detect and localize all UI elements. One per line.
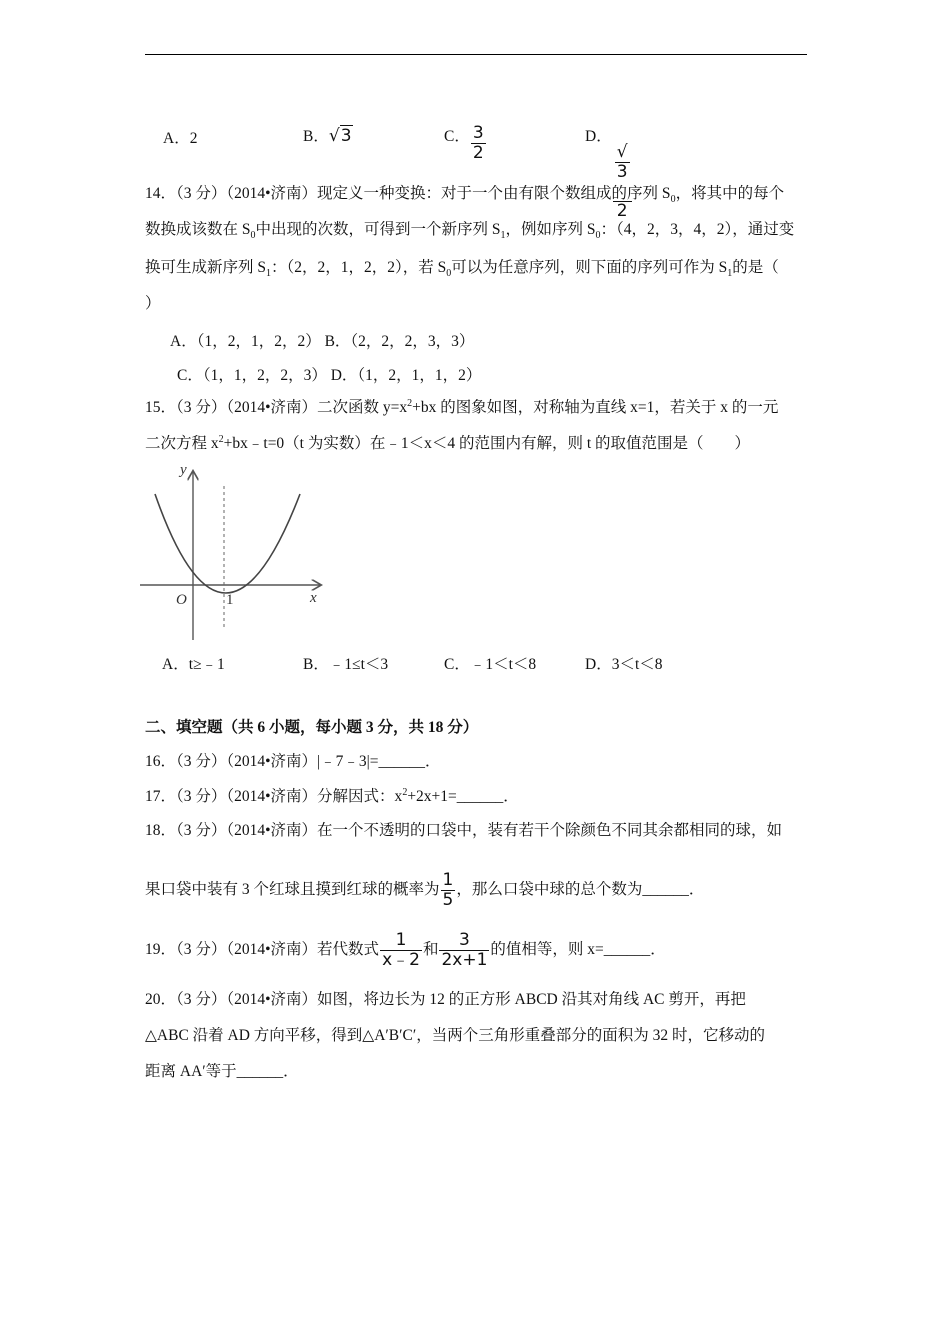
q13-option-a: A．2 (163, 130, 198, 147)
q14-line-2: 数换成该数在 $S_0$中出现的次数，可得到一个新序列 $S_1$，例如序列 $S_0$：（4，2，3，4，2），通过变 (145, 221, 795, 242)
sqrt-expression: √3 (328, 126, 352, 146)
x-axis-label: x (310, 590, 317, 606)
fraction: √ 3 2 (613, 124, 632, 221)
q13-option-c: C． $\frac{3}{2}$ (444, 123, 484, 163)
fraction-1: $\frac{1}{x﹣2}$ (382, 929, 420, 970)
fraction-2: $\frac{3}{2x+1}$ (441, 929, 488, 970)
q19: 19．（3 分）（2014•济南）若代数式 $\frac{1}{x﹣2}$ 和 $\frac{3}{2x+1}$ 的值相等，则 x=______． (145, 929, 666, 970)
fraction-probability: $\frac{1}{5}$ (442, 869, 454, 910)
q14-line-4: ） (145, 295, 161, 312)
q20-line-1: 20．（3 分）（2014•济南）如图，将边长为 12 的正方形 ABCD 沿其对角线 AC 剪开，再把 (145, 991, 746, 1008)
q16: 16．（3 分）（2014•济南）|﹣7﹣3|=______． (145, 753, 441, 770)
q15-line-2: 二次方程 $x^2+bx﹣t=0(t$ 为实数）在﹣1＜x＜4 的范围内有解，则 t 的取值范围是（ ） (145, 433, 751, 452)
q15-option-a: A．t≥﹣1 (162, 656, 225, 673)
parabola-curve (155, 494, 300, 593)
q17: 17．（3 分）（2014•济南）分解因式：$x^2+2x+1=\_\_\_\_\_\_$． (145, 786, 519, 805)
y-axis-label: y (180, 462, 187, 478)
q20-line-2: △ABC 沿着 AD 方向平移，得到△A′B′C′，当两个三角形重叠部分的面积为 32 时，它移动的 (145, 1027, 766, 1044)
q13-option-b: B．√3 (303, 126, 352, 146)
q15-line-1: 15．（3 分）（2014•济南）二次函数 $y=x^2+bx$ 的图象如图，对称轴为直线 x=1，若关于 x 的一元 (145, 397, 779, 416)
parabola-graph (140, 462, 340, 647)
tick-label-1: 1 (226, 592, 234, 608)
q15-option-d: D．3＜t＜8 (585, 656, 663, 673)
header-rule (145, 54, 807, 55)
q14-options-cd: C．（1，1，2，2，3） D．（1，2，1，1，2） (177, 367, 482, 384)
q14-line-1: 14．（3 分）（2014•济南）现定义一种变换：对于一个由有限个数组成的序列 $S_0$，将其中的每个 (145, 185, 785, 206)
fraction: $\frac{3}{2}$ (472, 123, 484, 163)
q14-options-ab: A．（1，2，1，2，2） B．（2，2，2，3，3） (170, 333, 475, 350)
q15-option-c: C．﹣1＜t＜8 (444, 656, 537, 673)
q18-line-2: 果口袋中装有 3 个红球且摸到红球的概率为 $\frac{1}{5}$ ，那么口袋中球的总个数为______． (145, 869, 705, 910)
section-heading: 二、填空题（共 6 小题，每小题 3 分，共 18 分） (145, 719, 479, 736)
q13-option-d: D． √ 3 2 (585, 124, 633, 221)
origin-label: O (176, 592, 187, 608)
q20-line-3: 距离 AA′等于______． (145, 1063, 299, 1080)
q14-line-3: 换可生成新序列 $S_1$：（2，2，1，2，2），若 $S_0$可以为任意序列，则下面的序列可作为 $S_1$的是（ (145, 259, 779, 280)
q18-line-1: 18．（3 分）（2014•济南）在一个不透明的口袋中，装有若干个除颜色不同其余都相同的球，如 (145, 822, 783, 839)
q15-option-b: B．﹣1≤t＜3 (303, 656, 389, 673)
